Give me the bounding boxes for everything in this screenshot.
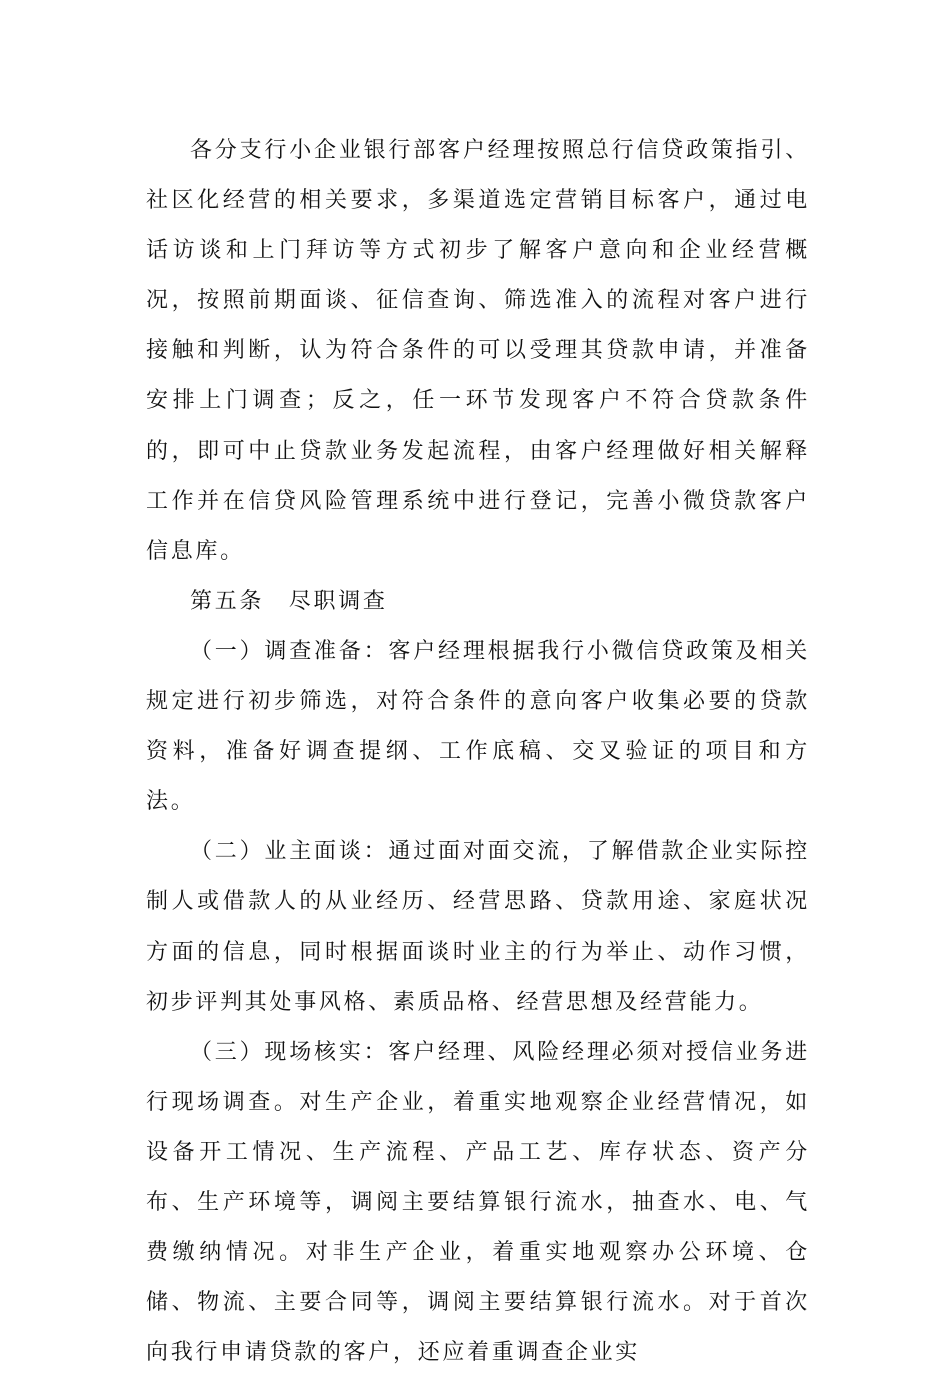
article-heading-due-diligence: 第五条 尽职调查: [190, 588, 388, 614]
paragraph-owner-interview: （二）业主面谈：通过面对面交流，了解借款企业实际控制人或借款人的从业经历、经营思路、贷款用途、家庭状况方面的信息，同时根据面谈时业主的行为举止、动作习惯，初步评判其处事风格、素质品格、经营思想及经营能力。: [146, 839, 810, 1015]
document-body: [146, 126, 810, 1378]
paragraph-investigation-preparation: （一）调查准备：客户经理根据我行小微信贷政策及相关规定进行初步筛选，对符合条件的意向客户收集必要的贷款资料，准备好调查提纲、工作底稿、交叉验证的项目和方法。: [146, 638, 810, 815]
paragraph-site-verification: （三）现场核实：客户经理、风险经理必须对授信业务进行现场调查。对生产企业，着重实地观察企业经营情况，如设备开工情况、生产流程、产品工艺、库存状态、资产分布、生产环境等，调阅主要结算银行流水，抽查水、电、气费缴纳情况。对非生产企业，着重实地观察办公环境、仓储、物流、主要合同等，调阅主要结算银行流水。对于首次向我行申请贷款的客户，还应着重调查企业实: [146, 1039, 810, 1366]
paragraph-customer-marketing: 各分支行小企业银行部客户经理按照总行信贷政策指引、社区化经营的相关要求，多渠道选定营销目标客户，通过电话访谈和上门拜访等方式初步了解客户意向和企业经营概况，按照前期面谈、征信查询、筛选准入的流程对客户进行接触和判断，认为符合条件的可以受理其贷款申请，并准备安排上门调查；反之，任一环节发现客户不符合贷款条件的，即可中止贷款业务发起流程，由客户经理做好相关解释工作并在信贷风险管理系统中进行登记，完善小微贷款客户信息库。: [146, 138, 810, 564]
